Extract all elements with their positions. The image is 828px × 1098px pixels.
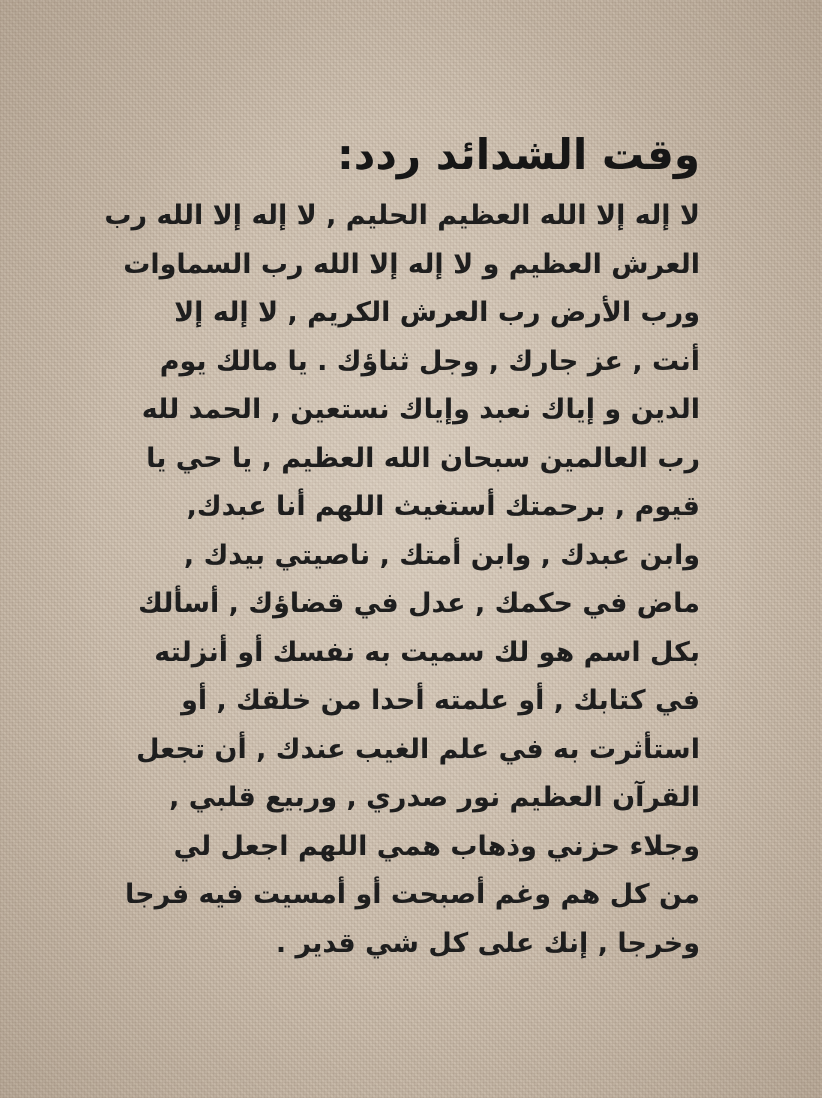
prayer-line-3: ورب الأرض رب العرش الكريم , لا إله إلا xyxy=(174,297,700,328)
prayer-lines xyxy=(100,192,700,968)
prayer-line-4: أنت , عز جارك , وجل ثناؤك . يا مالك يوم xyxy=(159,345,700,377)
prayer-line-9: ماض في حكمك , عدل في قضاؤك , أسألك xyxy=(138,588,700,619)
prayer-line-6: رب العالمين سبحان الله العظيم , يا حي يا xyxy=(146,442,700,474)
prayer-line-16: وخرجا , إنك على كل شي قدير . xyxy=(275,927,700,959)
prayer-line-8: وابن عبدك , وابن أمتك , ناصيتي بيدك , xyxy=(183,539,700,571)
prayer-text-block xyxy=(100,124,700,968)
page-title: وقت الشدائد ردد: xyxy=(337,130,700,179)
prayer-line-5: الدين و إياك نعبد وإياك نستعين , الحمد لله xyxy=(141,394,700,425)
prayer-line-14: وجلاء حزني وذهاب همي اللهم اجعل لي xyxy=(173,830,700,862)
prayer-line-12: استأثرت به في علم الغيب عندك , أن تجعل xyxy=(136,733,700,765)
prayer-line-15: من كل هم وغم أصبحت أو أمسيت فيه فرجا xyxy=(125,879,700,910)
prayer-line-1: لا إله إلا الله العظيم الحليم , لا إله إلا الله رب xyxy=(104,200,700,231)
right-edge-strip xyxy=(822,0,828,1098)
prayer-line-10: بكل اسم هو لك سميت به نفسك أو أنزلته xyxy=(154,636,700,668)
prayer-line-2: العرش العظيم و لا إله إلا الله رب السماوات xyxy=(123,248,700,280)
prayer-line-7: قيوم , برحمتك أستغيث اللهم أنا عبدك, xyxy=(186,491,700,522)
prayer-line-13: القرآن العظيم نور صدري , وربيع قلبي , xyxy=(169,782,700,813)
prayer-line-11: في كتابك , أو علمته أحدا من خلقك , أو xyxy=(181,685,700,716)
